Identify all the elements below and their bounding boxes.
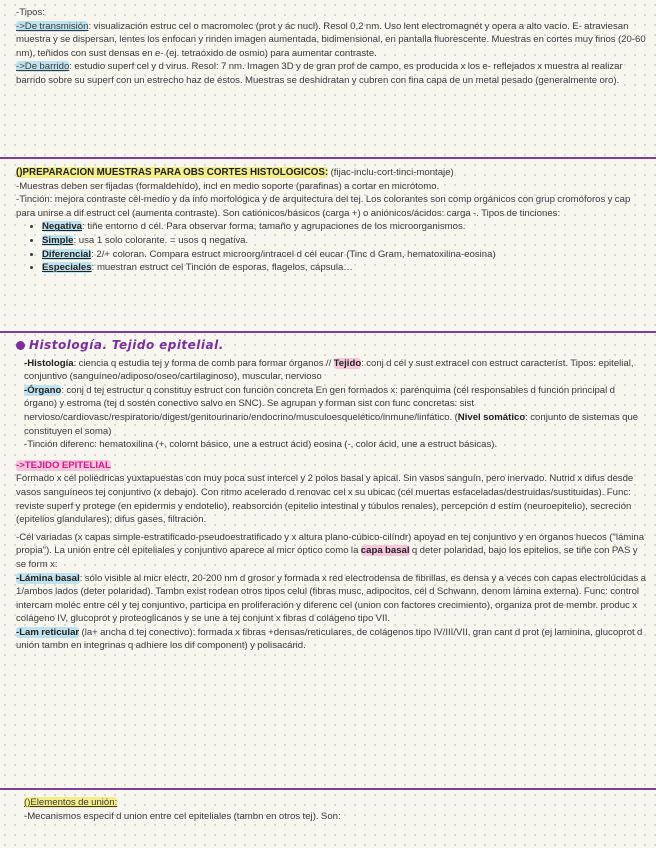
list-item [42, 220, 656, 234]
sample-prep-title: ()PREPARACION MUESTRAS PARA OBS CORTES HISTOLOGICOS: [16, 167, 329, 178]
stain-type-text: : 2/+ coloran. Compara estruct microorg/intracel d cél eucar (Tinc d Gram, hematoxilina-eosina) [91, 248, 496, 260]
stain-type-text: : muestran estruct cel Tinción de esporas, flagelos, cápsula… [91, 262, 353, 274]
fixation-paragraph: -Muestras deben ser fijadas (formaldehído), incl en medio soporte (parafinas) a cortar en micrótomo. [16, 180, 440, 192]
organo-text: : conj d tej estructur q constituy estruct con función concreta En gen formados x: parénquima (cél responsables d función principal d órgano) y estroma (tej d sostén conectivo salvo en SNC). Se agrupan y forman sist con func concretas: sist nervioso/cardiovasc/respiratorio/digest/genitourinario/endocrino/musculoesquelético/inmune/linfático. ( [24, 384, 615, 423]
tejido-epitelial-title [16, 459, 646, 473]
lamina-reticular-text: (la+ ancha d tej conectivo): formada x fibras +densas/reticulares, de colágenos tipo IV/III/VII, gran cant d prot (ej laminina, glucoprot d unión tambn en integrinas q adhiere los dif component) y polisacárid. [16, 626, 643, 652]
divider-2 [0, 331, 656, 333]
stain-type-label: Simple [42, 234, 74, 246]
staining-types-list [0, 220, 656, 274]
lamina-basal-label: -Lámina basal [16, 572, 80, 584]
nivel-label: Nivel somático [457, 411, 526, 423]
histology-paragraph [24, 357, 646, 384]
nivel-text: : conjunto de sistemas que constituyen el soma) [24, 411, 639, 437]
sample-prep-heading [16, 166, 646, 180]
stain-type-label: Negativa [42, 221, 82, 233]
histology-title: Histología. Tejido epitelial. [29, 338, 224, 352]
bullet-dot-icon [16, 341, 25, 350]
histology-label: -Histología [24, 357, 74, 369]
capa-basal-label: capa basal [360, 545, 410, 557]
sem-paragraph [16, 60, 646, 87]
divider-1 [0, 157, 656, 159]
epitelio-text: -Cél variadas (x capas simple-estratificado-pseudoestratificado y x altura plano-cúbico-cilíndr) apoyad en tej conjuntivo y en órganos huecos ("lámina propia"). La unión entre cél epiteliales y conjuntivo aparece al micr óptico como la [16, 531, 645, 557]
epitelio-paragraph-2 [16, 531, 646, 572]
stain-type-text: : tiñe entorno d cél. Para observar forma, tamaño y agrupaciones de los microorganismos. [82, 221, 466, 233]
tem-paragraph [16, 20, 646, 61]
union-elements-section [0, 796, 656, 823]
lamina-basal-paragraph [16, 572, 646, 626]
staining-paragraph: -Tinción: mejora contraste cél-medio y da info morfológica y de arquitectura del tej. Los colorantes son comp orgánicos con grup cromóforos y cap para unirse a dif estruct cel (aumenta contraste). Son catiónicos/básicos (carga +) o aniónicos/ácidos: carga -. Tipos de tinciones: [16, 194, 631, 219]
union-paragraph: -Mecanismos especif d union entre cel epiteliales (tambn en otros tej). Son: [24, 810, 341, 822]
lamina-reticular-label: -Lam reticular [16, 626, 80, 638]
tejido-label: Tejido [333, 357, 362, 369]
tem-label: ->De transmisión [16, 20, 89, 32]
stain-type-text: : usa 1 solo colorante. = usos q negativa. [73, 234, 249, 246]
list-item [42, 234, 656, 248]
divider-3 [0, 788, 656, 790]
tem-text: : visualización estruc cel o macromolec (prot y ác nucl). Resol 0,2 nm. Uso lent electromagnét y opera a alto vacío. E- atraviesan muestra y se dispersan, lentes los enfocan y rinden imagen aumentada, bidimensional, en pantalla fluorescente. Muestras en cortes muy finos (20-60 nm), teñidos con sust densas en e- (ej. tetraóxido de osmio) para aumentar contraste. [16, 20, 646, 59]
sample-prep-subtitle: (fijac-inclu-cort-tinci-montaje) [330, 167, 454, 178]
microscopy-types-section [0, 6, 656, 88]
lamina-reticular-paragraph [16, 626, 646, 653]
tejido-epitelial-label: ->TEJIDO EPITELIAL [16, 459, 111, 471]
stain-type-label: Especiales [42, 262, 92, 274]
epitelio-text-2: q deter polaridad, bajo los epitelios, se tiñe con PAS y se form x: [16, 545, 638, 570]
histology-section [0, 339, 656, 653]
sem-label: ->De barrido [16, 61, 70, 73]
tipos-heading: -Tipos: [16, 7, 45, 18]
sem-text: : estudio superf cel y d virus. Resol: 7 nm. Imagen 3D y de gran prof de campo, es producida x los e- reflejados x muestra al realizar barrido sobre su superf con un estrecho haz de éstos. Muestras se deshidratan y cubren con fina capa de un metal pesado (generalmente oro). [16, 61, 623, 86]
tejido-text: : conj d cél y sust extracel con estruct característ. Tipos: epitelial, conjuntivo (sanguíneo/adiposo/oseo/cartilaginoso), muscular, nervioso [24, 357, 634, 383]
union-title: ()Elementos de unión: [24, 797, 118, 808]
stain-type-label: Diferencial [42, 248, 92, 260]
tincion-paragraph: -Tinción diferenc: hematoxilina (+, colornt básico, une a estruct ácid) eosina (-, color ácid, une a estruct básicas). [24, 439, 498, 451]
list-item [42, 248, 656, 262]
organo-label: -Órgano [24, 384, 62, 396]
histology-heading [16, 339, 646, 354]
histology-text: : ciencia q estudia tej y forma de comb para formar órganos // [73, 357, 334, 369]
epitelio-paragraph-1: Formado x cél poliédricas yuxtapuestas con muy poca sust intercel y 2 polos basal y apical. Sin vasos sanguín, pero inervado. Nutrid x difus desde vasos sanguíneos tej conjuntivo (x debajo). Con ritmo acelerado d renovac cel x su ubicac (cél muertas esfaceladas/destruidas/sustituidas). Func: reviste superf y protege (en epidermis y endotelio), reabsorción (epitelio intestinal y túbulos renales), percepción d estím (neuroepitelio), secreción (epitelios glandulares); difus gases, filtración. [16, 473, 634, 526]
organo-paragraph [24, 384, 646, 438]
sample-prep-section [0, 166, 656, 275]
lamina-basal-text: : sólo visible al micr electr, 20-200 nm d grosor y formada x red electrodensa de fibrillas, es densa y a veces con capas electrolúcidas a 1/ambos lados (deter polaridad). Tambn exist rodean otros tipos celul (fibras musc, adipocitos, cél d Schwann, denom lámina externa). Func: control intercam moléc entre cél y tej conjuntivo, participa en proliferación y diferenc cel (union con factores crecimiento), organiza prot de membr. produc x colágeno IV, glucoprot y proteoglicanos y se une a tej conjunt x fibras d colágeno tipo VII. [16, 572, 646, 625]
list-item [42, 261, 656, 275]
union-heading [24, 796, 646, 810]
